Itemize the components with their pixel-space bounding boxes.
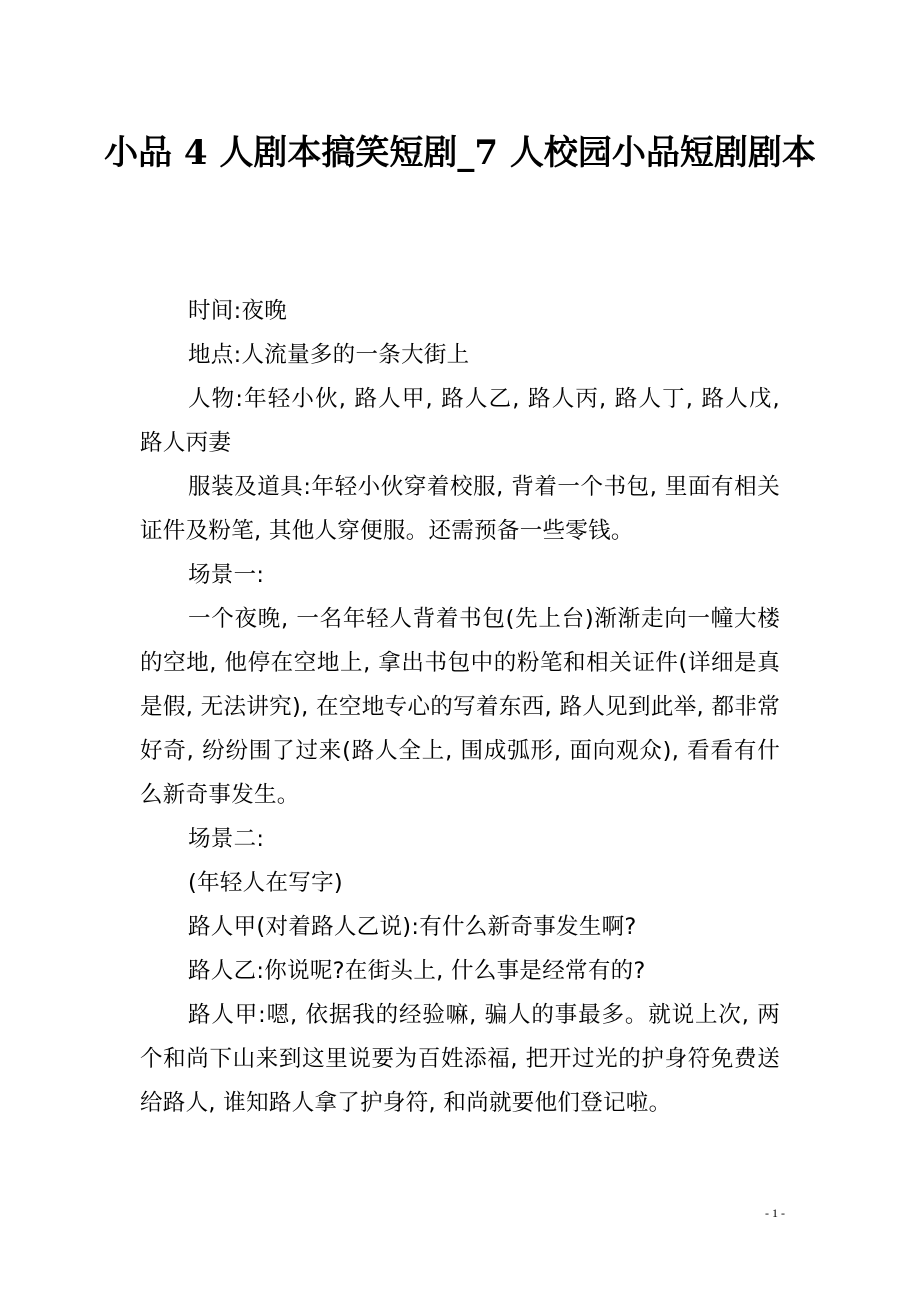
document-title: 小品 4 人剧本搞笑短剧_7 人校园小品短剧剧本 xyxy=(104,133,816,173)
paragraph-time: 时间:夜晚 xyxy=(188,298,288,324)
paragraph-dialogue-2: 路人乙:你说呢?在街头上, 什么事是经常有的? xyxy=(188,958,646,984)
paragraph-stage-direction: (年轻人在写字) xyxy=(188,870,343,896)
paragraph-scene-two-heading: 场景二: xyxy=(188,826,265,852)
paragraph-characters: 人物:年轻小伙, 路人甲, 路人乙, 路人丙, 路人丁, 路人戊, 路人丙妻 xyxy=(140,386,780,456)
page-number: - 1 - xyxy=(765,1206,785,1220)
paragraph-dialogue-3: 路人甲:嗯, 依据我的经验嘛, 骗人的事最多。就说上次, 两个和尚下山来到这里说要为百姓添福, 把开过光的护身符免费送给路人, 谁知路人拿了护身符, 和尚就要他们登记啦。 xyxy=(140,1002,780,1116)
paragraph-dialogue-1: 路人甲(对着路人乙说):有什么新奇事发生啊? xyxy=(188,914,637,940)
paragraph-scene-one-text: 一个夜晚, 一名年轻人背着书包(先上台)渐渐走向一幢大楼的空地, 他停在空地上, 拿出书包中的粉笔和相关证件(详细是真是假, 无法讲究), 在空地专心的写着东西, 路人见到此举, 都非常好奇, 纷纷围了过来(路人全上, 围成弧形, 面向观众), 看看有什么新奇事发生。 xyxy=(140,606,780,808)
paragraph-scene-one-heading: 场景一: xyxy=(188,562,265,588)
paragraph-costumes-props: 服装及道具:年轻小伙穿着校服, 背着一个书包, 里面有相关证件及粉笔, 其他人穿便服。还需预备一些零钱。 xyxy=(140,474,780,544)
document-body xyxy=(140,289,780,1125)
paragraph-location: 地点:人流量多的一条大街上 xyxy=(188,342,470,368)
